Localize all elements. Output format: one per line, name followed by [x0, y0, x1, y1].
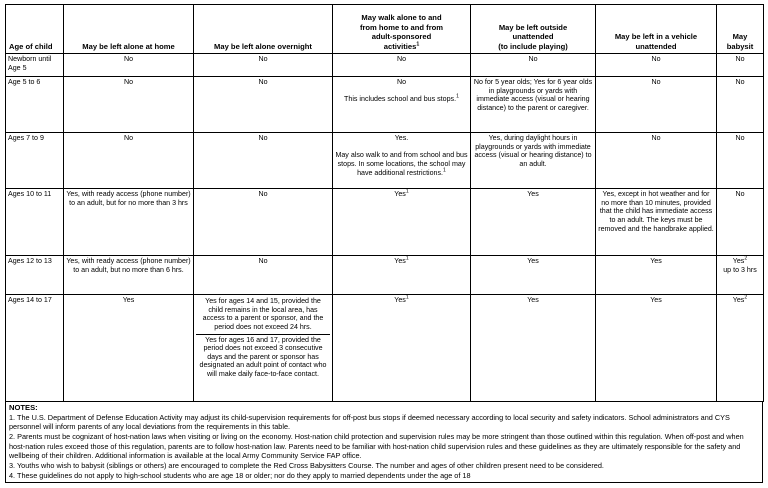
- footnote-marker: 1: [405, 188, 409, 195]
- cell-walk-alone: [333, 133, 471, 189]
- cell-outside: No: [471, 54, 596, 77]
- cell-line-3: stops.: [437, 95, 457, 104]
- table-row: [6, 54, 764, 77]
- cell-walk-alone: [333, 77, 471, 133]
- column-header-alone-home: May be left alone at home: [64, 5, 194, 54]
- cell-babysit: No: [717, 133, 764, 189]
- row-age-label: Ages 14 to 17: [6, 295, 64, 402]
- table-row: [6, 189, 764, 256]
- column-header-walk-alone: [333, 5, 471, 54]
- cell-alone-overnight: [194, 295, 333, 402]
- cell-walk-alone: No: [333, 54, 471, 77]
- cell-outside: Yes: [471, 295, 596, 402]
- header-line-1: May be left outside: [498, 22, 568, 32]
- row-age-label: Ages 10 to 11: [6, 189, 64, 256]
- cell-line-2: This includes school and bus: [344, 95, 436, 104]
- cell-vehicle: No: [596, 54, 717, 77]
- column-header-outside-unattended: [471, 5, 596, 54]
- column-header-babysit: [717, 5, 764, 54]
- notes-section: [5, 402, 763, 483]
- cell-alone-overnight: No: [194, 189, 333, 256]
- header-line-3: (to include playing): [498, 41, 568, 51]
- table-row: [6, 133, 764, 189]
- row-age-label: [6, 54, 64, 77]
- note-item-1: 1. The U.S. Department of Defense Education Activity may adjust its child-supervision requirements for off-post bus stops if deemed necessary according to local security and safety indicators. School administrators and CYS personnel will inform parents of any local deviations from the requirements in this table.: [9, 412, 730, 432]
- cell-walk-alone: [333, 295, 471, 402]
- cell-babysit: [717, 295, 764, 402]
- row-age-label: Ages 7 to 9: [6, 133, 64, 189]
- cell-outside: Yes, during daylight hours in playgrounds or yards with immediate access (visual or hearing distance) to an adult.: [471, 133, 596, 189]
- cell-babysit: No: [717, 77, 764, 133]
- header-line-2: unattended: [635, 41, 677, 51]
- cell-vehicle: Yes: [596, 256, 717, 295]
- header-line-1: May: [732, 32, 748, 42]
- footnote-marker: 2: [744, 294, 748, 301]
- column-header-alone-overnight: May be left alone overnight: [194, 5, 333, 54]
- cell-outside: Yes: [471, 256, 596, 295]
- age-line-2: Age 5: [8, 63, 27, 72]
- header-line-2: babysit: [726, 41, 754, 51]
- cell-line-2: up to 3 hrs: [723, 265, 757, 274]
- header-line-4: activities: [383, 41, 417, 51]
- cell-alone-home: No: [64, 77, 194, 133]
- notes-title: NOTES:: [9, 403, 38, 412]
- cell-outside: No for 5 year olds; Yes for 6 year olds in playgrounds or yards with immediate access (visual or hearing distance) to the parent or caregiver.: [471, 77, 596, 133]
- column-header-age: Age of child: [6, 5, 64, 54]
- cell-line-1: Yes: [394, 257, 406, 265]
- cell-alone-overnight: No: [194, 77, 333, 133]
- cell-alone-home: Yes, with ready access (phone number) to an adult, but for no more than 3 hrs: [64, 189, 194, 256]
- cell-line-1: Yes: [732, 257, 745, 265]
- table-header: [6, 5, 764, 54]
- footnote-marker: 1: [456, 93, 459, 100]
- table-row: [6, 256, 764, 295]
- footnote-marker: 1: [405, 294, 409, 301]
- split-cell-row: [196, 296, 330, 334]
- cell-vehicle: Yes, except in hot weather and for no more than 10 minutes, provided that the child has immediate access to an adult. The keys must be removed and the handbrake applied.: [596, 189, 717, 256]
- cell-outside: Yes: [471, 189, 596, 256]
- table-body: [6, 54, 764, 402]
- cell-line-1: Yes: [732, 296, 745, 304]
- split-cell-row: [196, 334, 330, 380]
- cell-line-1: Yes: [394, 296, 406, 304]
- cell-line-1: Yes: [394, 190, 406, 198]
- cell-alone-overnight-14-15: Yes for ages 14 and 15, provided the child remains in the local area, has access to a parent or sponsor, and the period does not exceed 24 hrs.: [196, 296, 330, 334]
- note-item-4: 4. These guidelines do not apply to high-school students who are age 18 or older; nor do they apply to married dependents under the age of 18: [9, 470, 471, 480]
- header-line-2: from home to and from: [359, 22, 444, 32]
- cell-alone-home: No: [64, 133, 194, 189]
- cell-vehicle: No: [596, 133, 717, 189]
- header-line-1: May walk alone to and: [361, 13, 442, 23]
- footnote-marker: 1: [405, 255, 409, 262]
- cell-alone-overnight-16-17: Yes for ages 16 and 17, provided the period does not exceed 3 consecutive days and the parent or sponsor has designated an adult point of contact who will make daily face-to-face contact.: [199, 335, 327, 379]
- header-line-2: unattended: [512, 32, 554, 42]
- table-row: [6, 295, 764, 402]
- cell-line-1: No: [396, 78, 407, 86]
- cell-line-2: May also walk to and from school and bus stops. In some locations, the school may have additional restrictions.: [335, 151, 468, 177]
- footnote-marker: 1: [443, 167, 446, 174]
- cell-alone-overnight: No: [194, 256, 333, 295]
- header-row: [6, 5, 764, 54]
- footnote-marker: 2: [744, 255, 748, 262]
- child-supervision-table: [5, 4, 764, 402]
- cell-alone-home: No: [64, 54, 194, 77]
- cell-babysit: [717, 256, 764, 295]
- cell-alone-home: Yes: [64, 295, 194, 402]
- cell-alone-overnight: No: [194, 133, 333, 189]
- header-line-3: adult-sponsored: [371, 32, 432, 42]
- split-cell-table: [196, 296, 330, 380]
- cell-vehicle: No: [596, 77, 717, 133]
- age-line-1: Newborn until: [8, 55, 52, 63]
- cell-babysit: No: [717, 54, 764, 77]
- table-row: [6, 77, 764, 133]
- cell-vehicle: Yes: [596, 295, 717, 402]
- note-item-3: 3. Youths who wish to babysit (siblings or others) are encouraged to complete the Red Cross Babysitters Course. The number and ages of other children present need to be considered.: [9, 460, 604, 470]
- header-line-1: May be left in a vehicle: [614, 32, 698, 42]
- row-age-label: Age 5 to 6: [6, 77, 64, 133]
- cell-alone-overnight: No: [194, 54, 333, 77]
- note-item-2: 2. Parents must be cognizant of host-nation laws when visiting or living on the economy. Host-nation child protection and supervision rules may be more stringent than those outlined within this regulation. When off-post and when host-nation rules exceed those of this regulation, parents are to follow host-nation law. Parents need to be familiar with host-nation child supervision rules and these guidelines as they are ultimately responsible for the safety and wellbeing of their children. Additional information is available at the local Army Community Service FAP office.: [9, 432, 744, 461]
- cell-walk-alone: [333, 189, 471, 256]
- cell-babysit: No: [717, 189, 764, 256]
- footnote-marker: 1: [416, 40, 420, 47]
- cell-alone-home: Yes, with ready access (phone number) to an adult, but no more than 6 hrs.: [64, 256, 194, 295]
- cell-line-1: Yes.: [394, 134, 409, 142]
- cell-walk-alone: [333, 256, 471, 295]
- column-header-vehicle-unattended: [596, 5, 717, 54]
- row-age-label: Ages 12 to 13: [6, 256, 64, 295]
